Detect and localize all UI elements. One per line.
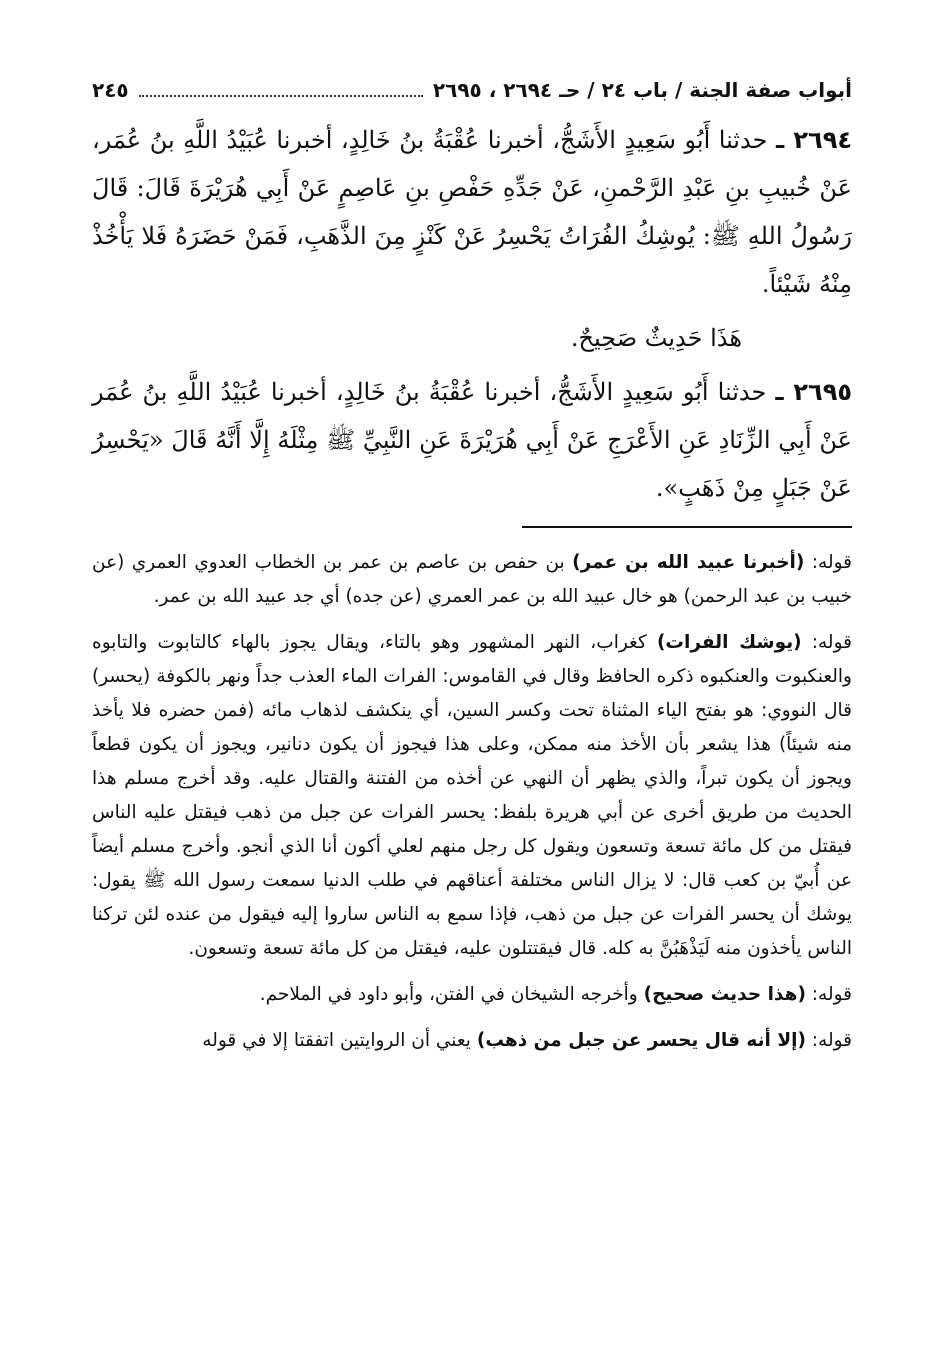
main-text bbox=[92, 116, 852, 512]
hadith-2695 bbox=[92, 368, 852, 512]
note-lead: قوله: bbox=[811, 984, 852, 1005]
note-quote: (أخبرنا عبيد الله بن عمر) bbox=[572, 552, 805, 573]
page-number: ٢٤٥ bbox=[92, 78, 129, 102]
note-text: كغراب، النهر المشهور وهو بالتاء، ويقال يجوز بالهاء كالتابوت والتابوه والعنكبوت والعنكبوه ذكره الحافظ وقال في القاموس: الفرات الماء العذب جداً ونهر بالكوفة (يحسر) قال النووي: هو بفتح الياء المثناة تحت وكسر السين، أي ينكشف لذهاب مائه (فمن حضره فلا يأخذ منه شيئاً) هذا يشعر بأن الأخذ منه ممكن، وعلى هذا فيجوز أن يكون دنانير، ويجوز أن يكون قطعاً ويجوز أن يكون تبراً، والذي يظهر أن النهي عن أخذه من الفتنة والقتال عليه. وقد أخرج مسلم هذا الحديث من طريق أخرى عن أبي هريرة بلفظ: يحسر الفرات عن جبل من ذهب فيقتل عليه الناس فيقتل من كل مائة تسعة وتسعون ويقول كل رجل منهم لعلي أكون أنا الذي أنجو. وأخرج مسلم أيضاً عن أُبيّ بن كعب قال: لا يزال الناس مختلفة أعناقهم في طلب الدنيا سمعت رسول الله ﷺ يقول: يوشك أن يحسر الفرات عن جبل من ذهب، فإذا سمع به الناس ساروا إليه فيقول من عنده لئن تركنا الناس يأخذون منه لَيَذْهَبُنَّ به كله. قال فيقتتلون عليه، فيقتل من كل مائة تسعة وتسعون. bbox=[92, 632, 852, 959]
hadith-text: حدثنا أَبُو سَعِيدٍ الأَشَجُّ، أخبرنا عُقْبَةُ بنُ خَالِدٍ، أخبرنا عُبَيْدُ اللَّهِ بنُ عُمَر، عَنْ خُبيبِ بنِ عَبْدِ الرَّحْمنِ، عَنْ جَدِّهِ حَفْصِ بنِ عَاصِمٍ عَنْ أَبِي هُرَيْرَةَ قَالَ: قَالَ رَسُولُ اللهِ ﷺ: يُوشِكُ الفُرَاتُ يَحْسِرُ عَنْ كَنْزٍ مِنَ الذَّهَبِ، فَمَنْ حَضَرَهُ فَلا يَأْخُذْ مِنْهُ شَيْئاً. bbox=[92, 126, 852, 298]
note-text: يعني أن الروايتين اتفقتا إلا في قوله bbox=[202, 1030, 471, 1051]
note-quote: (يوشك الفرات) bbox=[656, 632, 802, 653]
hadith-text: حدثنا أَبُو سَعِيدٍ الأَشَجُّ، أخبرنا عُقْبَةُ بنُ خَالِدٍ، أخبرنا عُبَيْدُ اللَّهِ بنُ عُمَر عَنْ أَبِي الزِّنَادِ عَنِ الأَعْرَجِ عَنْ أَبِي هُرَيْرَةَ عَنِ النَّبِيِّ ﷺ مِثْلَهُ إِلَّا أَنَّهُ قَالَ «يَحْسِرُ عَنْ جَبَلٍ مِنْ ذَهَبٍ». bbox=[92, 378, 852, 502]
note-text: وأخرجه الشيخان في الفتن، وأبو داود في الملاحم. bbox=[259, 984, 638, 1005]
note-lead: قوله: bbox=[811, 552, 852, 573]
hadith-verdict: هَذَا حَدِيثٌ صَحِيحٌ. bbox=[570, 324, 742, 352]
hadith-number: ٢٦٩٥ ـ bbox=[775, 378, 852, 406]
note-2 bbox=[92, 626, 852, 966]
footnote-separator bbox=[522, 526, 852, 528]
hadith-2694 bbox=[92, 116, 852, 308]
note-1 bbox=[92, 546, 852, 614]
header-dot-leader bbox=[139, 87, 423, 97]
header-title: أبواب صفة الجنة / باب ٢٤ / حـ ٢٦٩٤ ، ٢٦٩٥ bbox=[432, 78, 852, 102]
note-text: بن حفص بن عاصم بن عمر بن الخطاب العدوي العمري (عن خبيب بن عبد الرحمن) هو خال عبيد الله بن عمر العمري (عن جده) أي جد عبيد الله بن عمر. bbox=[92, 552, 852, 607]
running-header bbox=[92, 78, 852, 102]
commentary-notes bbox=[92, 546, 852, 1058]
book-page bbox=[92, 78, 852, 1070]
note-3 bbox=[92, 978, 852, 1012]
note-lead: قوله: bbox=[811, 1030, 852, 1051]
hadith-number: ٢٦٩٤ ـ bbox=[775, 126, 852, 154]
note-quote: (إلا أنه قال يحسر عن جبل من ذهب) bbox=[476, 1030, 806, 1051]
note-4 bbox=[92, 1024, 852, 1058]
note-lead: قوله: bbox=[811, 632, 852, 653]
note-quote: (هذا حديث صحيح) bbox=[643, 984, 806, 1005]
